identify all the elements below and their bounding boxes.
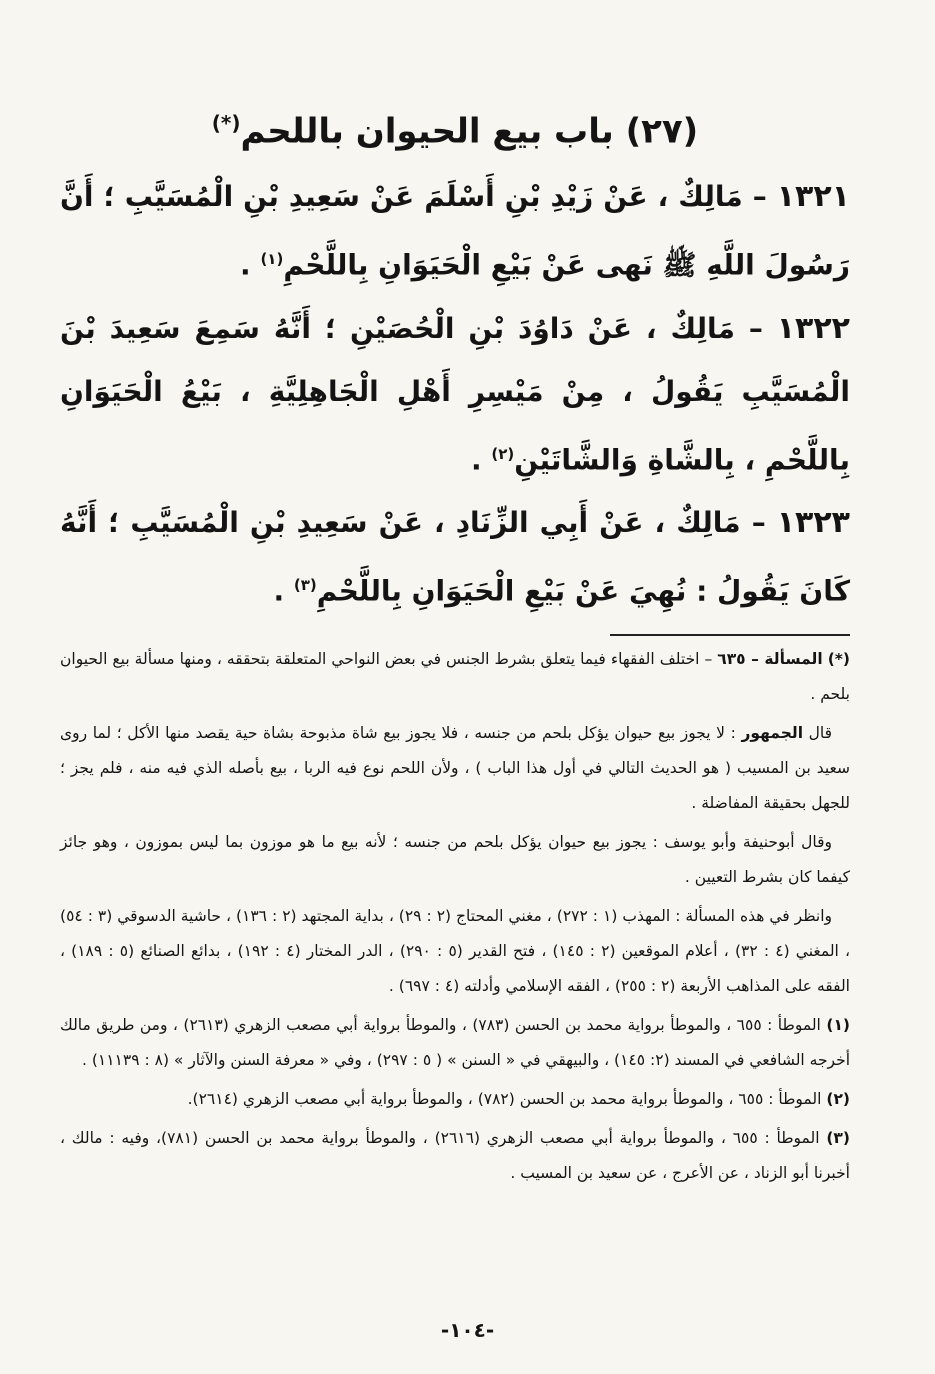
hadith-end: . [240,248,261,282]
chapter-title-text: (٢٧) باب بيع الحيوان باللحم [240,111,699,152]
note-jumhur [60,716,850,821]
footnote-text: الموطأ : ٦٥٥ ، والموطأ برواية أبي مصعب الزهري (٢٦١٦) ، والموطأ برواية محمد بن الحسن (٧٨١)، وفيه : مالك ، أخبرنا أبو الزناد ، عن الأعرج ، عن سعيد بن المسيب . [60,1129,850,1183]
hadith-text: – مَالِكٌ ، عَنْ زَيْدِ بْنِ أَسْلَمَ عَنْ سَعِيدِ بْنِ الْمُسَيَّبِ ؛ أَنَّ رَسُولَ اللَّهِ ﷺ نَهى عَنْ بَيْعِ الْحَيَوَانِ بِاللَّحْمِ [60,180,850,282]
note-marker: (*) [827,650,850,669]
hadith-end: . [471,442,492,476]
note-star [60,642,850,712]
note-lead: قال [803,724,833,743]
hadith-number: ١٣٢١ [776,179,850,215]
hadith-1322 [60,297,850,491]
note-text: – اختلف الفقهاء فيما يتعلق بشرط الجنس في بعض النواحي المتعلقة بتحققه ، ومنها مسألة بيع الحيوان بلحم . [60,650,850,704]
footnote-marker: (١) [826,1016,850,1035]
note-label: المسألة – ٦٣٥ [717,650,823,669]
footnote-ref: (٢) [491,444,515,463]
hadith-number: ١٣٢٢ [776,310,850,346]
chapter-title [60,95,850,159]
footnote-text: الموطأ : ٦٥٥ ، والموطأ برواية محمد بن الحسن (٧٨٢) ، والموطأ برواية أبي مصعب الزهري (٢٦١٤). [187,1090,827,1109]
footnote-ref: (١) [260,250,284,269]
hadith-1321 [60,165,850,296]
chapter-title-note-mark: (*) [211,111,241,135]
hadith-text: – مَالِكٌ ، عَنْ أَبِي الزِّنَادِ ، عَنْ سَعِيدِ بْنِ الْمُسَيَّبِ ؛ أَنَّهُ كَانَ يَقُولُ : نُهِيَ عَنْ بَيْعِ الْحَيَوَانِ بِاللَّحْمِ [60,505,850,608]
hadith-text: – مَالِكٌ ، عَنْ دَاوُدَ بْنِ الْحُصَيْنِ ؛ أَنَّهُ سَمِعَ سَعِيدَ بْنَ الْمُسَيَّبِ يَقُولُ ، مِنْ مَيْسِرِ أَهْلِ الْجَاهِلِيَّةِ ، بَيْعُ الْحَيَوَانِ بِاللَّحْمِ ، بِالشَّاةِ وَالشَّاتَيْنِ [60,311,850,476]
page-number: -١٠٤- [440,1318,495,1342]
note-label: الجمهور [741,724,804,743]
footnote-marker: (٢) [826,1090,850,1109]
hadith-end: . [273,574,294,608]
footnote-1 [60,1008,850,1078]
hadith-1323 [60,491,850,622]
footnote-ref: (٣) [293,575,317,594]
footnote-2 [60,1082,850,1117]
note-text: : لا يجوز بيع حيوان يؤكل بلحم من جنسه ، فلا يجوز بيع شاة مذبوحة بشاة حية يقصد منها الأكل ؛ لما روى سعيد بن المسيب ( هو الحديث التالي في أول هذا الباب ) ، ولأن اللحم نوع فيه الربا ، بيع بأصله الذي فيه منه ، فلم يجز ؛ للجهل بحقيقة المفاضلة . [60,724,850,813]
book-page [60,95,850,1195]
footnote-3 [60,1121,850,1191]
footnote-marker: (٣) [826,1129,850,1148]
note-references: وانظر في هذه المسألة : المهذب (١ : ٢٧٢) ، مغني المحتاج (٢ : ٢٩) ، بداية المجتهد (٢ : ١٣٦) ، حاشية الدسوقي (٣ : ٥٤) ، المغني (٤ : ٣٢) ، أعلام الموقعين (٢ : ١٤٥) ، فتح القدير (٥ : ٢٩٠) ، الدر المختار (٤ : ١٩٢) ، بدائع الصنائع (٥ : ١٨٩) ، الفقه على المذاهب الأربعة (٢ : ٢٥٥) ، الفقه الإسلامي وأدلته (٤ : ٦٩٧) . [60,907,851,996]
footnote-text: الموطأ : ٦٥٥ ، والموطأ برواية محمد بن الحسن (٧٨٣) ، والموطأ برواية أبي مصعب الزهري (٢٦١٣) ، ومن طريق مالك أخرجه الشافعي في المسند (٢: ١٤٥) ، والبيهقي في « السنن » ( ٥ : ٢٩٧) ، وفي « معرفة السنن والآثار » (٨ : ١١١٣٩) . [60,1016,850,1070]
footnote-separator [610,634,850,636]
note-hanafi: وقال أبوحنيفة وأبو يوسف : يجوز بيع حيوان يؤكل بلحم من جنسه ؛ لأنه بيع ما هو موزون بما ليس بموزون ، وهو جائز كيفما كان بشرط التعيين . [60,833,850,887]
hadith-number: ١٣٢٣ [776,504,850,540]
